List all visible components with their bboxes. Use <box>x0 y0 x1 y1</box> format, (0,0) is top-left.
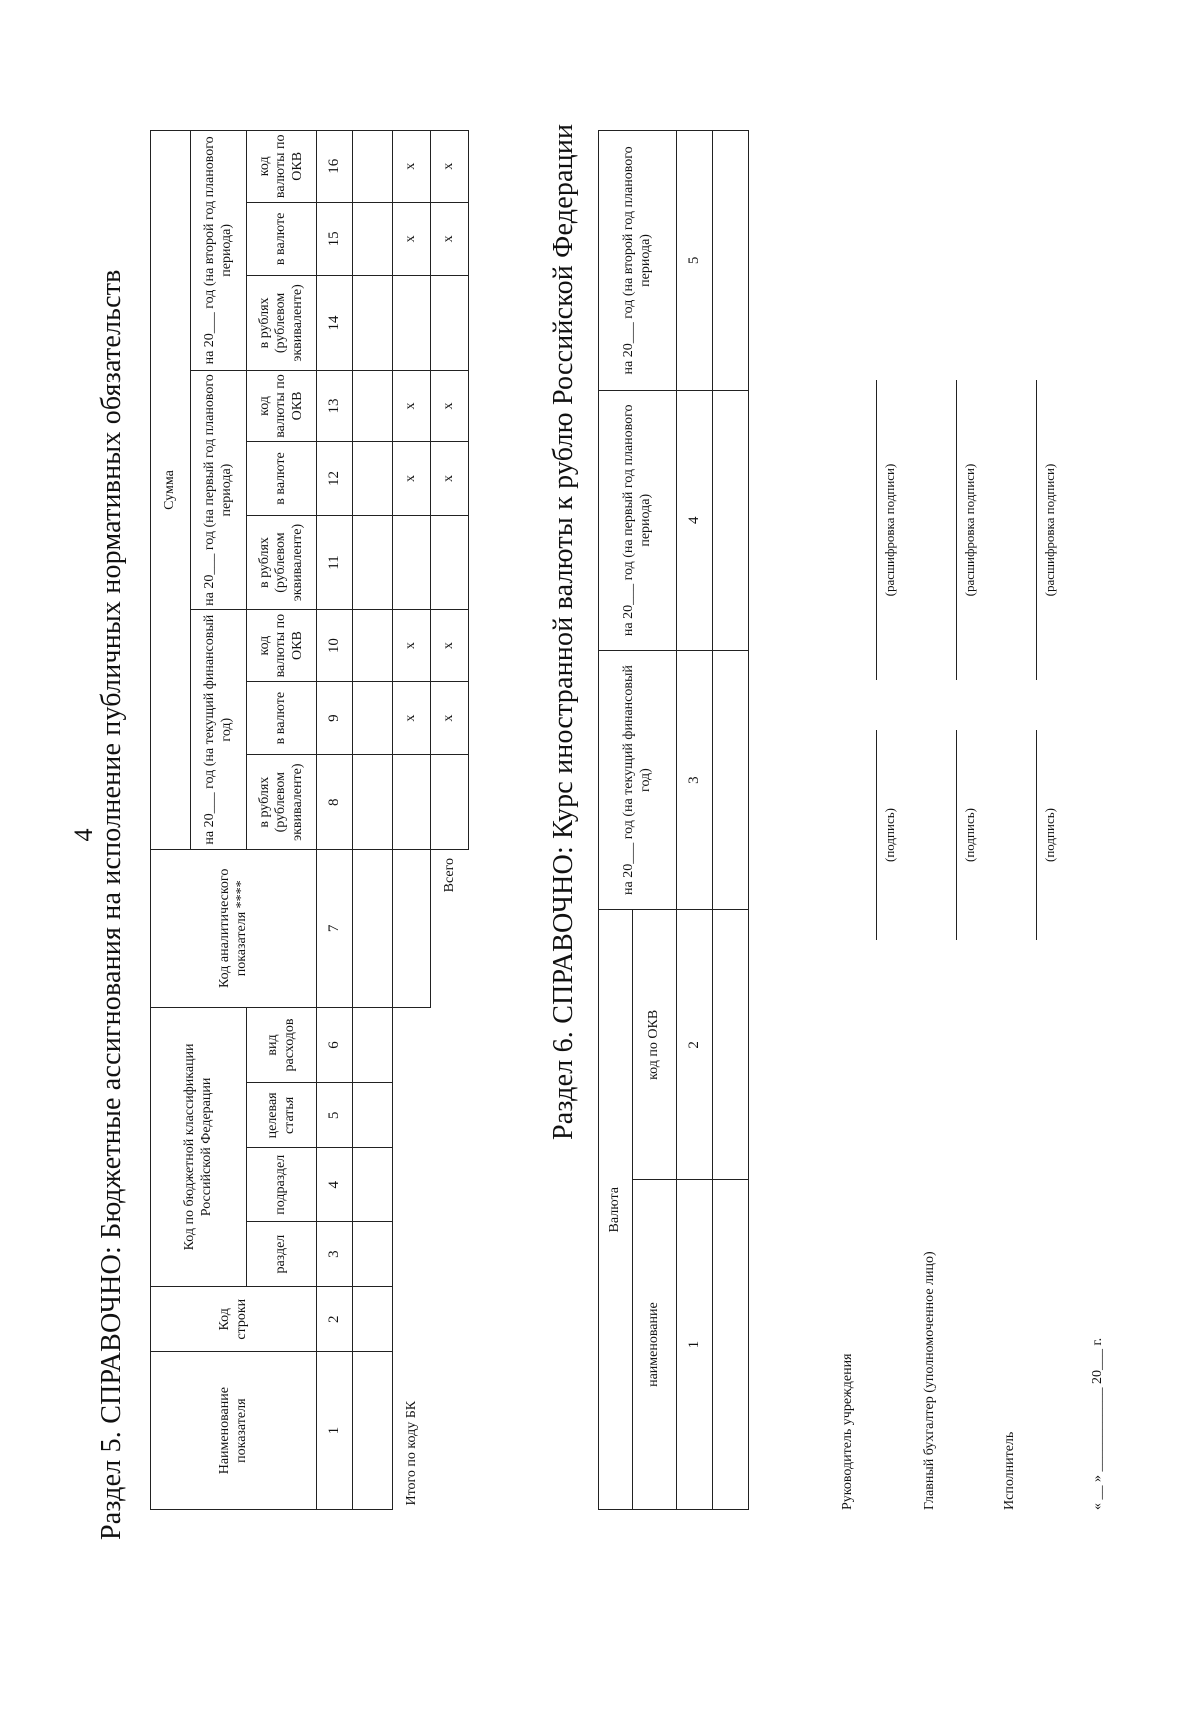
header-bk-code: Код по бюджетной классификации Российской Федерации <box>151 1007 247 1287</box>
column-number: 2 <box>317 1287 353 1352</box>
signature-line <box>876 730 877 940</box>
header-currency: Валюта <box>599 910 633 1510</box>
header-subsection: подраздел <box>247 1148 317 1222</box>
column-number: 12 <box>317 442 353 516</box>
table-cell <box>713 131 749 391</box>
x-mark: x <box>431 131 469 203</box>
executor-label: Исполнитель <box>1002 1431 1017 1510</box>
column-number: 4 <box>317 1148 353 1222</box>
header-year-first: на 20___ год (на первый год планового периода) <box>191 370 247 610</box>
table-cell <box>713 910 749 1180</box>
header-sum: Сумма <box>151 131 191 850</box>
column-number: 5 <box>677 131 713 391</box>
header-in-currency: в валюте <box>247 681 317 755</box>
header-target-item: целевая статья <box>247 1083 317 1148</box>
decoding-caption: (расшифровка подписи) <box>1042 463 1057 597</box>
column-number: 5 <box>317 1083 353 1148</box>
table-cell <box>353 276 393 371</box>
decoding-caption: (расшифровка подписи) <box>962 463 977 597</box>
header-in-rub: в рублях (рублевом эквиваленте) <box>247 515 317 610</box>
x-mark: x <box>431 202 469 276</box>
header-expense-type: вид расходов <box>247 1007 317 1083</box>
header-currency-code: код валюты по ОКВ <box>247 131 317 203</box>
x-mark: x <box>393 370 431 441</box>
header-currency-code: код валюты по ОКВ <box>247 610 317 681</box>
x-mark: x <box>393 610 431 681</box>
column-number: 16 <box>317 131 353 203</box>
header-currency-code: код валюты по ОКВ <box>247 370 317 441</box>
table-cell <box>353 755 393 850</box>
table-row <box>353 131 393 1510</box>
decoding-line <box>956 380 957 680</box>
header-year-second: на 20___ год (на второй год планового периода) <box>191 131 247 371</box>
table-cell <box>353 1222 393 1287</box>
header-analytic-code: Код аналитического показателя **** <box>151 849 317 1007</box>
rotated-page <box>60 40 1140 1680</box>
header-section: раздел <box>247 1222 317 1287</box>
table-cell <box>353 131 393 203</box>
x-mark: x <box>431 370 469 441</box>
column-number: 11 <box>317 515 353 610</box>
column-number: 7 <box>317 849 353 1007</box>
signature-caption: (подпись) <box>1042 808 1057 862</box>
header-name: Наименование показателя <box>151 1352 317 1510</box>
table-cell <box>353 1352 393 1510</box>
column-number: 10 <box>317 610 353 681</box>
table-cell <box>393 276 431 371</box>
x-mark: x <box>431 442 469 516</box>
table-cell <box>353 1007 393 1083</box>
table-row <box>713 131 749 1510</box>
header-in-rub: в рублях (рублевом эквиваленте) <box>247 276 317 371</box>
signature-line <box>956 730 957 940</box>
page-number: 4 <box>69 828 98 842</box>
header-name: наименование <box>633 1180 677 1510</box>
x-mark: x <box>393 131 431 203</box>
head-label: Руководитель учреждения <box>840 1353 855 1510</box>
table-cell <box>353 1083 393 1148</box>
table-cell <box>353 370 393 441</box>
table-cell <box>353 442 393 516</box>
header-year-current: на 20___ год (на текущий финансовый год) <box>191 610 247 850</box>
column-number: 6 <box>317 1007 353 1083</box>
table-cell <box>353 610 393 681</box>
decoding-line <box>1036 380 1037 680</box>
column-number: 1 <box>677 1180 713 1510</box>
table-cell <box>353 1287 393 1352</box>
header-in-currency: в валюте <box>247 442 317 516</box>
signature-caption: (подпись) <box>882 808 897 862</box>
table-cell <box>713 1180 749 1510</box>
column-number: 4 <box>677 390 713 650</box>
column-number: 15 <box>317 202 353 276</box>
table-cell <box>393 849 431 1007</box>
total-bk-label: Итого по коду БК <box>393 1007 431 1509</box>
decoding-caption: (расшифровка подписи) <box>882 463 897 597</box>
section6-title: Раздел 6. СПРАВОЧНО: Курс иностранной валюты к рублю Российской Федерации <box>548 123 579 1140</box>
total-row <box>431 131 469 1510</box>
table-cell <box>393 755 431 850</box>
signature-line <box>1036 730 1037 940</box>
table-cell <box>353 515 393 610</box>
section6-table <box>598 130 749 1510</box>
table-cell <box>713 650 749 910</box>
header-in-currency: в валюте <box>247 202 317 276</box>
column-number: 8 <box>317 755 353 850</box>
column-number: 9 <box>317 681 353 755</box>
column-number: 1 <box>317 1352 353 1510</box>
column-number: 3 <box>677 650 713 910</box>
header-row-code: Код строки <box>151 1287 317 1352</box>
section5-title: Раздел 5. СПРАВОЧНО: Бюджетные ассигнования на исполнение публичных нормативных обязательств <box>96 269 127 1540</box>
section5-table <box>150 130 469 1510</box>
signature-caption: (подпись) <box>962 808 977 862</box>
x-mark: x <box>393 202 431 276</box>
header-okv-code: код по ОКВ <box>633 910 677 1180</box>
table-cell <box>431 755 469 850</box>
column-number: 13 <box>317 370 353 441</box>
table-cell <box>353 681 393 755</box>
chief-accountant-label: Главный бухгалтер (уполномоченное лицо) <box>922 1251 937 1510</box>
header-year-current: на 20___ год (на текущий финансовый год) <box>599 650 677 910</box>
decoding-line <box>876 380 877 680</box>
table-cell <box>431 276 469 371</box>
x-mark: x <box>393 681 431 755</box>
column-number: 14 <box>317 276 353 371</box>
date-line: « __ » ____________ 20___ г. <box>1090 1337 1105 1510</box>
table-cell <box>353 1148 393 1222</box>
total-label: Всего <box>441 857 457 893</box>
header-year-first: на 20___ год (на первый год планового периода) <box>599 390 677 650</box>
header-year-second: на 20___ год (на второй год планового периода) <box>599 131 677 391</box>
x-mark: x <box>431 610 469 681</box>
table-cell <box>353 849 393 1007</box>
column-number: 2 <box>677 910 713 1180</box>
x-mark: x <box>431 681 469 755</box>
table-cell <box>353 202 393 276</box>
table-cell <box>431 515 469 610</box>
header-in-rub: в рублях (рублевом эквиваленте) <box>247 755 317 850</box>
table-cell <box>393 515 431 610</box>
table-cell <box>713 390 749 650</box>
total-bk-row <box>393 131 431 1510</box>
x-mark: x <box>393 442 431 516</box>
column-number: 3 <box>317 1222 353 1287</box>
